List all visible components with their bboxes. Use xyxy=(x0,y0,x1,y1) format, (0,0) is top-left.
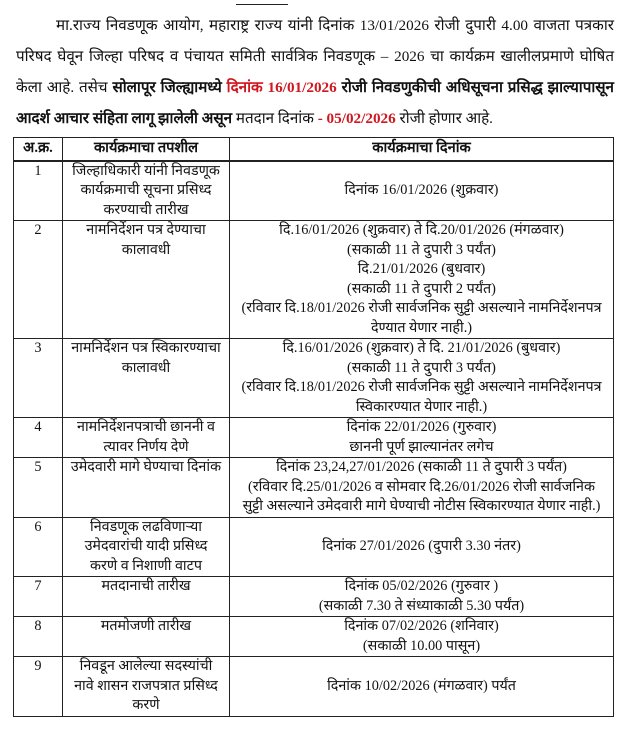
date-line: (रविवार दि.18/01/2026 रोजी सार्वजनिक सुट्टी असल्याने नामनिर्देशनपत्र xyxy=(241,300,602,316)
detail-line: करणे व निशाणी वाटप xyxy=(90,557,202,574)
row-detail xyxy=(63,617,230,657)
table-row xyxy=(14,161,614,221)
heading-underline xyxy=(236,4,288,5)
row-date xyxy=(230,517,614,577)
detail-line: निवडून आलेल्या सदस्यांची xyxy=(79,658,213,674)
row-serial: 9 xyxy=(14,657,63,717)
header-serial: अ.क्र. xyxy=(14,138,63,161)
row-serial: 7 xyxy=(14,577,63,617)
date-line: (सकाळी 11 ते दुपारी 3 पर्यंत) xyxy=(347,359,496,376)
row-serial: 5 xyxy=(14,458,63,518)
date-line: (सकाळी 11 ते दुपारी 2 पर्यंत) xyxy=(347,280,496,297)
date-line: दि.16/01/2026 (शुक्रवार) ते दि.20/01/2026 (मंगळवार) xyxy=(279,222,564,238)
intro-text: मा.राज्य निवडणूक आयोग, महाराष्ट्र राज्य यांनी दिनांक 13/01/2026 रोजी दुपारी 4.00 वाजता पत्रकार परिषद घेवून जिल्हा परिषद व पंचायत समिती सार्वत्रिक निवडणूक – 2026 चा कार्यक्रम खालीलप्रमाणे घोषित केला आहे. तसेच xyxy=(16,17,614,96)
intro-notification-date: दिनांक 16/01/2026 xyxy=(226,79,337,96)
detail-line: मतदानाची तारीख xyxy=(101,578,191,594)
row-date xyxy=(230,458,614,518)
date-line: (रविवार दि.18/01/2026 रोजी सार्वजनिक सुट्टी असल्याने नामनिर्देशनपत्र xyxy=(241,379,602,395)
row-date xyxy=(230,161,614,221)
date-line: (सकाळी 10.00 पासून) xyxy=(362,637,481,654)
header-detail: कार्यक्रमाचा तपशील xyxy=(63,138,230,161)
row-serial: 2 xyxy=(14,221,63,339)
date-line: स्विकारण्यात येणार नाही.) xyxy=(355,398,488,415)
detail-line: नामनिर्देशनपत्राची छाननी व xyxy=(77,419,215,435)
table-row xyxy=(14,339,614,418)
intro-closing: रोजी होणार आहे. xyxy=(395,110,493,127)
table-row xyxy=(14,517,614,577)
row-date xyxy=(230,657,614,717)
date-line: देण्यात येणार नाही.) xyxy=(370,319,473,336)
table-header-row xyxy=(14,138,614,161)
date-line: दि.21/01/2026 (बुधवार) xyxy=(357,261,486,277)
detail-line: नामनिर्देशन पत्र स्विकारण्याचा xyxy=(71,340,221,356)
row-date xyxy=(230,617,614,657)
detail-line: मतमोजणी तारीख xyxy=(100,618,192,634)
date-line: दिनांक 27/01/2026 (दुपारी 3.30 नंतर) xyxy=(322,538,521,554)
detail-line: नावे शासन राजपत्रात प्रसिध्द xyxy=(74,677,218,694)
row-detail xyxy=(63,517,230,577)
detail-line: कार्यक्रमाची सूचना प्रसिध्द xyxy=(80,182,212,198)
detail-line: कालावधी xyxy=(121,241,171,258)
detail-line: त्यावर निर्णय देणे xyxy=(103,438,189,455)
row-detail xyxy=(63,161,230,221)
date-line: दिनांक 23,24,27/01/2026 (सकाळी 11 ते दुपारी 3 पर्यंत) xyxy=(276,459,567,475)
row-detail xyxy=(63,657,230,717)
date-line: दिनांक 16/01/2026 (शुक्रवार) xyxy=(344,182,499,198)
table-row xyxy=(14,458,614,518)
header-date: कार्यक्रमाचा दिनांक xyxy=(230,138,614,161)
date-line: (सकाळी 7.30 ते संध्याकाळी 5.30 पर्यंत) xyxy=(318,597,525,614)
detail-line: उमेदवारी मागे घेण्याचा दिनांक xyxy=(70,459,222,475)
table-row xyxy=(14,221,614,339)
date-line: दिनांक 22/01/2026 (गुरुवार) xyxy=(346,419,497,435)
detail-line: करणे xyxy=(132,697,160,713)
table-row xyxy=(14,577,614,617)
detail-line: करण्याची तारीख xyxy=(103,201,189,218)
intro-paragraph xyxy=(16,10,614,134)
row-serial: 1 xyxy=(14,161,63,221)
detail-line: नामनिर्देशन पत्र देण्याचा xyxy=(86,222,206,238)
row-serial: 3 xyxy=(14,339,63,418)
row-serial: 8 xyxy=(14,617,63,657)
intro-polling-label: मतदान दिनांक xyxy=(232,110,318,127)
table-row xyxy=(14,617,614,657)
intro-district: सोलापूर जिल्ह्यामध्ये xyxy=(112,79,227,96)
table-row xyxy=(14,418,614,458)
date-line: (रविवार दि.25/01/2026 व सोमवार दि.26/01/2026 रोजी सार्वजनिक xyxy=(248,478,595,495)
row-date xyxy=(230,339,614,418)
row-serial: 6 xyxy=(14,517,63,577)
detail-line: जिल्हाधिकारी यांनी निवडणूक xyxy=(72,162,220,179)
row-date xyxy=(230,221,614,339)
date-line: सुट्टी असल्याने उमेदवारी मागे घेण्याची नोटीस स्विकारण्यात येणार नाही.) xyxy=(242,498,601,514)
date-line: छाननी पूर्ण झाल्यानंतर लगेच xyxy=(349,438,494,455)
row-detail xyxy=(63,339,230,418)
detail-line: उमेदवारांची यादी प्रसिध्द xyxy=(84,538,208,554)
row-detail xyxy=(63,418,230,458)
table-row xyxy=(14,657,614,717)
row-serial: 4 xyxy=(14,418,63,458)
election-schedule-table xyxy=(13,137,614,717)
row-detail xyxy=(63,221,230,339)
date-line: दि.16/01/2026 (शुक्रवार) ते दि. 21/01/2026 (बुधवार) xyxy=(282,340,561,356)
intro-polling-date: - 05/02/2026 xyxy=(317,110,396,127)
intro-code-of-conduct: रोजी निवडणुकीची अधिसूचना प्रसिद्ध झाल्यापासून आदर्श आचार संहिता लागू झालेली असून xyxy=(16,79,614,127)
date-line: दिनांक 07/02/2026 (शनिवार) xyxy=(344,618,499,634)
row-detail xyxy=(63,458,230,518)
row-detail xyxy=(63,577,230,617)
row-date xyxy=(230,418,614,458)
date-line: दिनांक 10/02/2026 (मंगळवार) पर्यंत xyxy=(327,677,516,694)
detail-line: निवडणूक लढविणाऱ्या xyxy=(90,518,202,535)
detail-line: कालावधी xyxy=(121,359,171,376)
date-line: दिनांक 05/02/2026 (गुरुवार ) xyxy=(344,578,499,594)
row-date xyxy=(230,577,614,617)
date-line: (सकाळी 11 ते दुपारी 3 पर्यंत) xyxy=(347,241,496,258)
